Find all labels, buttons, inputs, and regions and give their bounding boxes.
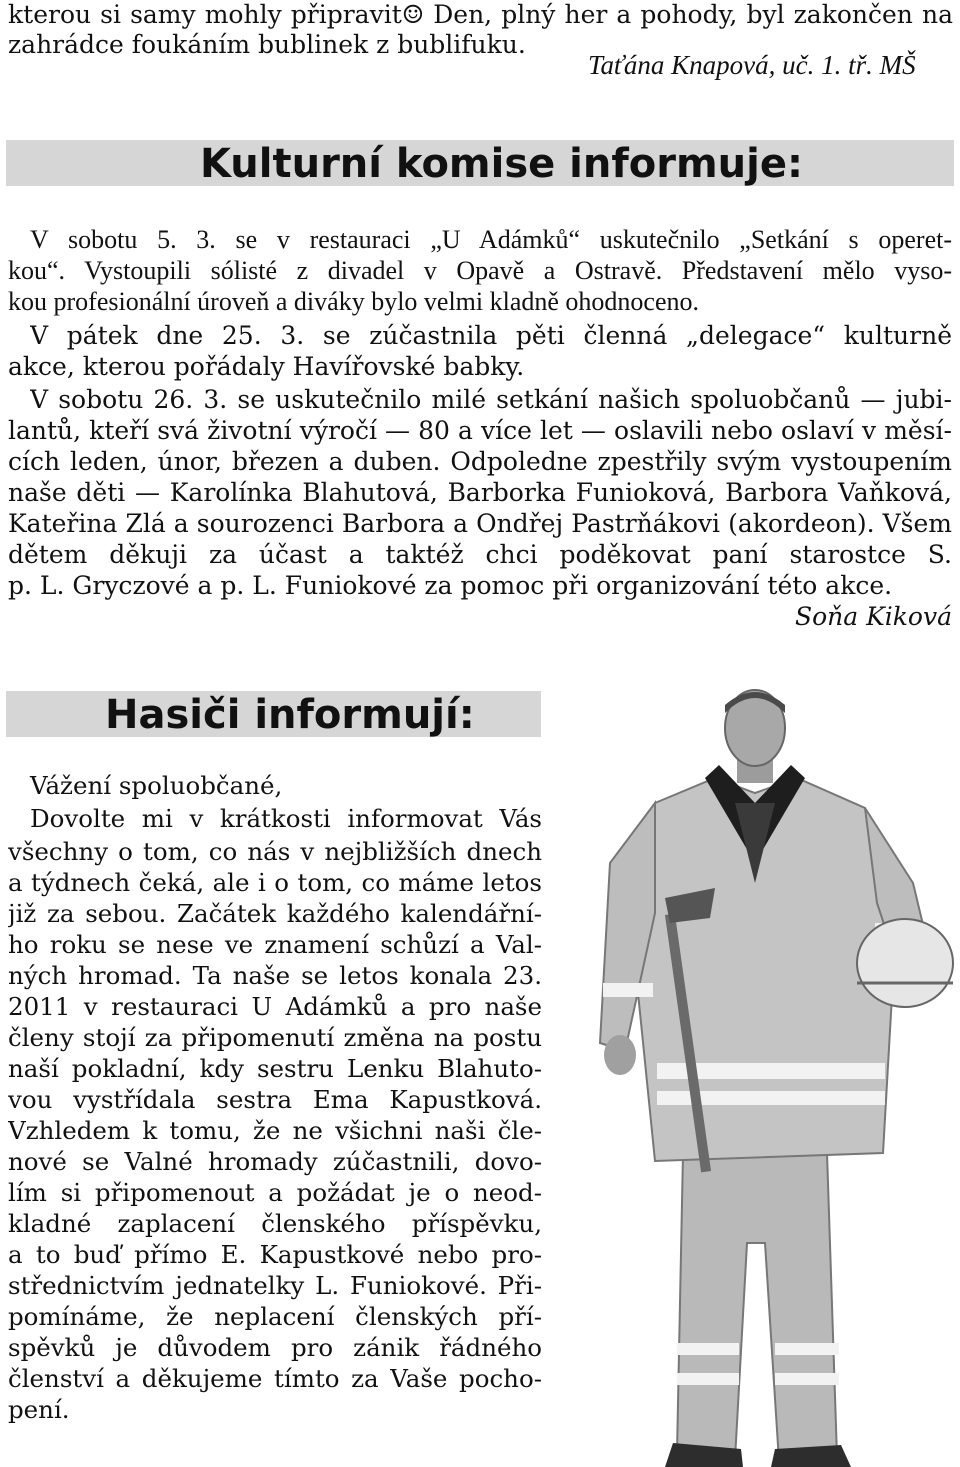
firefighters-line-7: 2011 v restauraci U Adámků a pro naše [8, 992, 542, 1021]
culture-line-2: kou“. Vystoupili sólisté z divadel v Opavě a Ostravě. Představení mělo vyso- [8, 256, 952, 285]
culture-line-5: akce, kterou pořádaly Havířovské babky. [8, 352, 525, 381]
firefighters-line-13: lím si připomenout a požádat je o neod- [8, 1178, 542, 1207]
firefighters-line-11: Vzhledem k tomu, že ne všichni naši čle- [8, 1116, 542, 1145]
culture-line-4: V pátek dne 25. 3. se zúčastnila pěti členná „delegace“ kulturně [30, 321, 952, 350]
firefighters-line-12: nové se Valné hromady zúčastnili, dovo- [8, 1147, 542, 1176]
culture-line-3: kou profesionální úroveň a diváky bylo velmi kladně ohodnoceno. [8, 287, 700, 316]
firefighters-heading: Hasiči informují: [105, 692, 475, 738]
firefighters-line-8: členy stojí za připomenutí změna na postu [8, 1023, 542, 1052]
firefighters-line-17: pomínáme, že neplacení členských pří- [8, 1302, 542, 1331]
firefighters-line-15: a to buď přímo E. Kapustkové nebo pro- [8, 1240, 542, 1269]
culture-heading: Kulturní komise informuje: [200, 141, 803, 187]
firefighters-line-9: naší pokladní, kdy sestru Lenku Blahuto- [8, 1054, 542, 1083]
firefighters-line-1: Dovolte mi v krátkosti informovat Vás [30, 804, 542, 833]
firefighters-line-2: všechny o tom, co nás v nejbližších dnech [8, 837, 542, 866]
firefighter-photo [565, 683, 960, 1467]
culture-line-1: V sobotu 5. 3. se v restauraci „U Adámků“ uskutečnilo „Setkání s operet- [30, 225, 952, 254]
firefighters-line-16: střednictvím jednatelky L. Funiokové. Při- [8, 1271, 542, 1300]
firefighters-line-20: pení. [8, 1395, 70, 1424]
culture-line-12: p. L. Gryczové a p. L. Funiokové za pomoc při organizování této akce. [8, 571, 893, 600]
culture-line-9: naše děti — Karolínka Blahutová, Barborka Funioková, Barbora Vaňková, [8, 478, 952, 507]
firefighters-greeting: Vážení spoluobčané, [30, 771, 283, 800]
firefighters-line-10: vou vystřídala sestra Ema Kapustková. [8, 1085, 542, 1114]
intro-line-1: kterou si samy mohly připravit☺ Den, plný her a pohody, byl zakončen na [8, 0, 953, 29]
culture-line-10: Kateřina Zlá a sourozenci Barbora a Ondřej Pastrňákovi (akordeon). Všem [8, 509, 952, 538]
culture-signature: Soňa Kiková [794, 602, 952, 631]
firefighters-line-18: spěvků je důvodem pro zánik řádného [8, 1333, 542, 1362]
firefighters-line-19: členství a děkujeme tímto za Vaše pocho- [8, 1364, 542, 1393]
firefighters-line-4: již za sebou. Začátek každého kalendářní- [8, 899, 542, 928]
culture-line-6: V sobotu 26. 3. se uskutečnilo milé setkání našich spoluobčanů — jubi- [30, 385, 952, 414]
intro-signature: Taťána Knapová, uč. 1. tř. MŠ [588, 50, 916, 80]
firefighters-line-6: ných hromad. Ta naše se letos konala 23. [8, 961, 542, 990]
firefighters-line-5: ho roku se nese ve znamení schůzí a Val- [8, 930, 542, 959]
culture-line-11: dětem děkuji za účast a taktéž chci poděkovat paní starostce S. [8, 540, 952, 569]
culture-line-7: lantů, kteří svá životní výročí — 80 a více let — oslavili nebo oslaví v měsí- [8, 416, 952, 445]
firefighters-line-3: a týdnech čeká, ale i o tom, co máme letos [8, 868, 542, 897]
firefighters-line-14: kladné zaplacení členského příspěvku, [8, 1209, 542, 1238]
intro-line-2: zahrádce foukáním bublinek z bublifuku. [8, 30, 526, 59]
culture-line-8: cích leden, únor, březen a duben. Odpoledne zpestřily svým vystoupením [8, 447, 952, 476]
